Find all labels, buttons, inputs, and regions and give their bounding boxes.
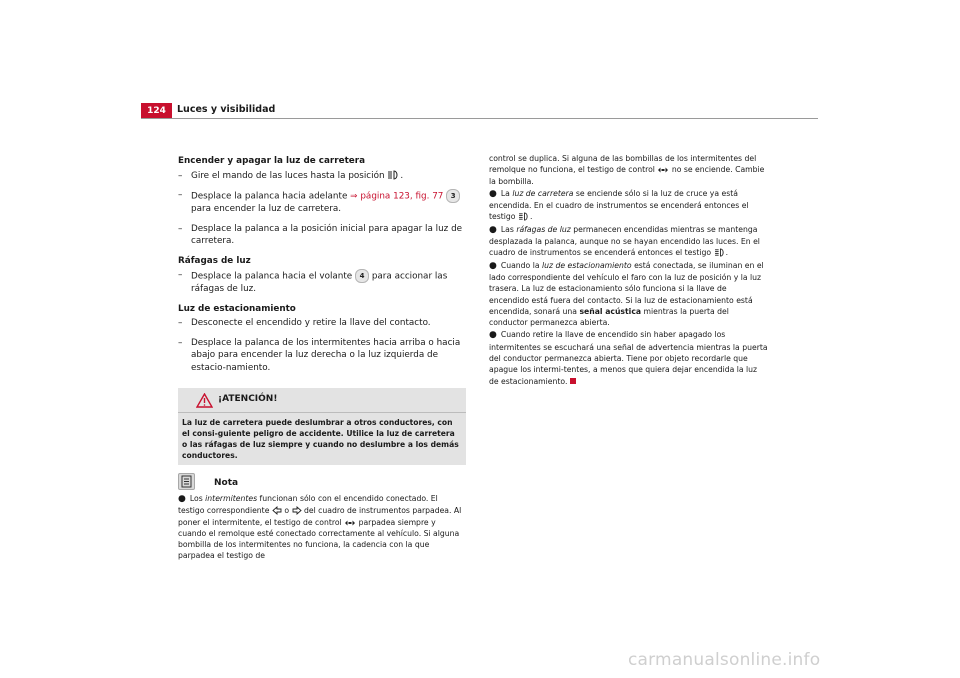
section-title-flash: Ráfagas de luz [178, 255, 251, 266]
high-beam-icon [518, 212, 530, 221]
step: – Desplace la palanca a la posición inicial para apagar la luz de carretera. [178, 223, 463, 246]
step: – Desplace la palanca hacia adelante ⇒ página 123, fig. 77 3 para encender la luz de carretera. [178, 189, 466, 216]
header-rule [141, 118, 818, 119]
note-title: Nota [214, 478, 239, 488]
high-beam-icon [387, 170, 400, 180]
note-text: ● Los intermitentes funcionan sólo con el encendido conectado. El testigo correspondiente o del cuadro de instrumentos parpadea. Al poner el intermitente, el testigo de control parpadea siempre y cuando el remolque esté conectado correctamente al vehículo. Si alguna bombilla de los intermitentes no funciona, la cadencia con la que parpadea el testigo de [178, 494, 462, 561]
end-of-section-marker [570, 378, 576, 384]
list-item: ● Cuando la luz de estacionamiento está conectada, se iluminan en el lado correspondiente del vehículo el faro con la luz de posición y la luz trasera. La luz de estacionamiento sólo funciona si la llave de encendido está fuera del contacto. Si la luz de estacionamiento está encendida, sonará una señal acústica mientras la puerta del conductor permanezca abierta. [489, 260, 764, 328]
list-item: ● Cuando retire la llave de encendido sin haber apagado los intermitentes se escuchará una señal de advertencia mientras la puerta del conductor permanezca abierta. Tiene por objeto recordarle que apague los intermi-tentes, a menos que quiera dejar encendida la luz de estacionamiento. [489, 330, 768, 386]
step: – Desconecte el encendido y retire la llave del contacto. [178, 318, 431, 328]
section-title-high-beam: Encender y apagar la luz de carretera [178, 156, 366, 166]
paragraph: control se duplica. Si alguna de las bombillas de los intermitentes del remolque no funciona, el testigo de control no se enciende. Cambie la bombilla. [489, 154, 765, 186]
step: – Desplace la palanca hacia el volante 4 para accionar las ráfagas de luz. [178, 270, 448, 294]
page-number: 124 [141, 103, 172, 119]
turn-right-arrow-icon [292, 506, 302, 515]
watermark: carmanualsonline.info [628, 650, 821, 670]
right-column [489, 153, 769, 388]
turn-left-arrow-icon [272, 506, 282, 515]
list-item: ● Las ráfagas de luz permanecen encendidas mientras se mantenga desplazada la palanca, aunque no se hayan encendido las luces. En el cuadro de instrumentos se encenderá entonces el testigo . [489, 224, 760, 258]
trailer-turn-signal-icon [657, 166, 669, 174]
step: – Desplace la palanca de los intermitentes hacia arriba o hacia abajo para encender la luz derecha o la luz izquierda de estacio-namiento. [178, 337, 461, 373]
running-header: Luces y visibilidad [177, 104, 276, 115]
page-reference-link[interactable]: ⇒ página 123, fig. 77 [350, 191, 444, 202]
left-column [178, 155, 466, 562]
list-item: ● La luz de carretera se enciende sólo si la luz de cruce ya está encendida. En el cuadro de instrumentos se encenderá entonces el testigo . [489, 188, 749, 222]
warning-box [178, 388, 466, 465]
section-title-parking: Luz de estacionamiento [178, 303, 296, 314]
warning-text: La luz de carretera puede deslumbrar a otros conductores, con el consi-guiente peligro de accidente. Utilice la luz de carretera o las ráfagas de luz siempre y cuando no deslumbre a los demás conductores. [182, 418, 459, 460]
trailer-turn-signal-icon [344, 519, 356, 527]
warning-triangle-icon [196, 393, 213, 408]
callout-marker: 4 [355, 269, 369, 283]
high-beam-icon [714, 248, 726, 257]
callout-marker: 3 [446, 189, 460, 203]
note-icon [179, 474, 194, 489]
note-header [178, 473, 466, 493]
step: – Gire el mando de las luces hasta la posición . [178, 170, 404, 181]
warning-title: ¡ATENCIÓN! [218, 394, 278, 404]
